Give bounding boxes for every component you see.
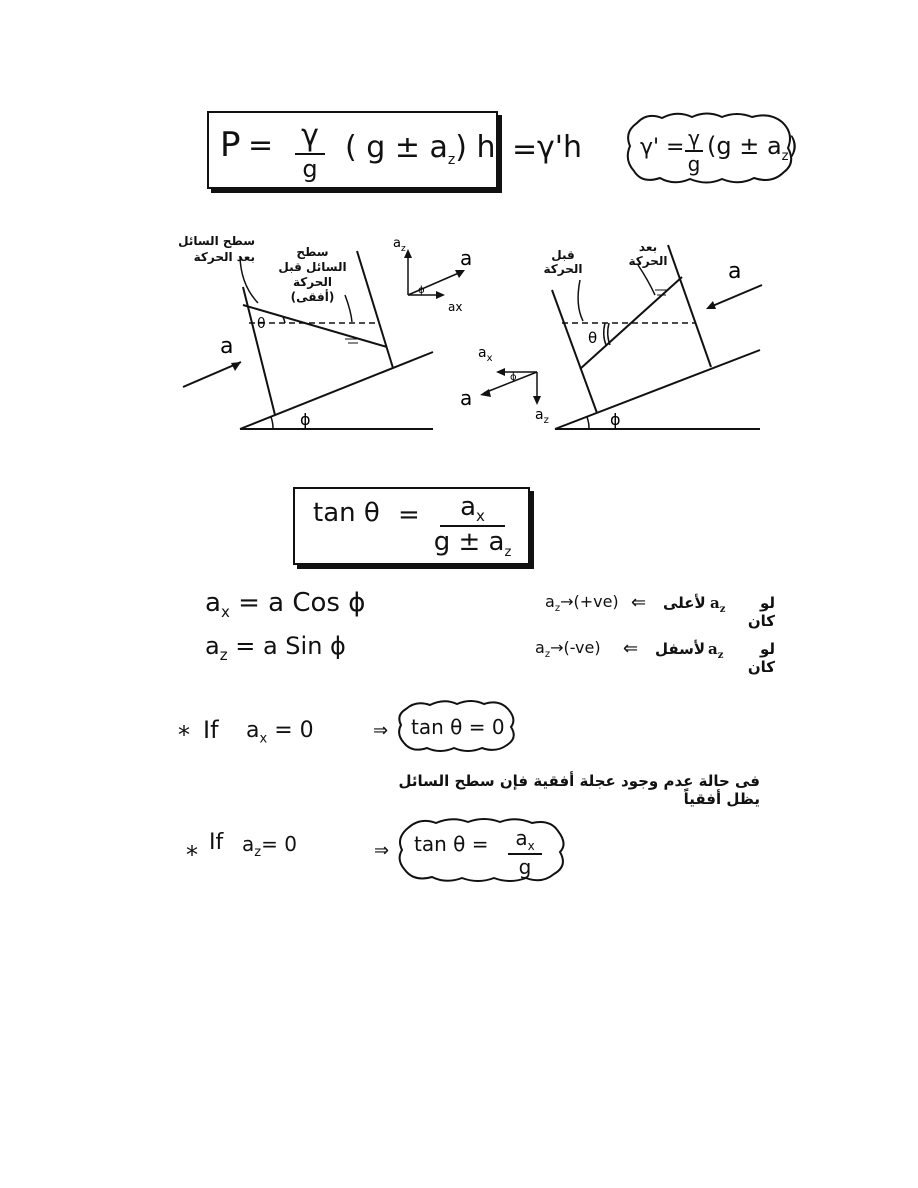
note-up-expr: $a_z\to(+ve)$ [545, 592, 619, 615]
eq-equals-2: = [512, 132, 538, 167]
az-equation: $a_z = a$ Sin ϕ [205, 632, 346, 664]
note-up-word: لأعلى [663, 594, 706, 612]
cloud1-rhs-text: (g ± a [707, 132, 782, 160]
label-after: بعد الحركة [628, 240, 668, 268]
case2-if: If [209, 830, 224, 855]
case2-arrow: ⇒ [374, 840, 390, 861]
tan-eq: = [398, 500, 420, 530]
note-down-expr: $a_z\to(-ve)$ [535, 638, 601, 661]
phi-label-left: ϕ [300, 410, 311, 429]
incline-line-right [555, 350, 760, 429]
theta-label-left: θ [257, 316, 266, 332]
case1-if: If [203, 716, 219, 744]
case1-star: * [178, 721, 190, 749]
case2-cond: $a_z= 0$ [242, 832, 297, 860]
paren-content: ( g ± a [345, 130, 448, 165]
note-up-var: $a_z$ [710, 594, 726, 615]
g-symbol: g [302, 155, 318, 183]
tan-num: $a_x$ [460, 492, 485, 526]
tan-fraction [433, 492, 512, 561]
a-vector-label: a [460, 246, 473, 270]
cloud1-rhs [707, 132, 798, 164]
cloud1-lhs: γ' = [640, 135, 685, 160]
ax-label-right: $a_x$ [478, 345, 493, 364]
note-down-arrow: ⇐ [623, 638, 639, 659]
case2-den: g [518, 855, 532, 879]
phi-small-right: ϕ [510, 372, 517, 383]
note-down [535, 638, 775, 676]
a-label-right: a [728, 259, 742, 284]
note-down-var: $a_z$ [708, 640, 724, 661]
phi-small-left: ϕ [418, 285, 425, 296]
theta-label-right: θ [588, 329, 598, 347]
note-up-arrow: ⇐ [631, 592, 647, 613]
label-before: قبل الحركة [543, 248, 583, 276]
cloud1-fraction [685, 126, 703, 176]
note-down-text: لو كان [747, 640, 775, 676]
phi-label-right: ϕ [610, 410, 621, 429]
cloud1-gamma: γ [688, 126, 700, 150]
case1-arrow: ⇒ [373, 720, 389, 741]
accel-arrow [183, 362, 241, 387]
ax-label: ax [448, 300, 463, 314]
eq-p: P [220, 125, 241, 165]
phi-arc [271, 417, 273, 429]
a-label-left: a [220, 334, 234, 359]
case1-cond: $a_x = 0$ [246, 718, 314, 747]
tank-right-wall [357, 251, 393, 368]
gamma-over-g [295, 118, 325, 183]
a-vector-label-right: a [460, 386, 473, 410]
gamma-prime-h: γ'h [537, 130, 583, 165]
tan-den: $g \pm a_z$ [433, 527, 512, 561]
label-surface-after: سطح السائل بعد الحركة [178, 234, 255, 264]
az-label: $a_z$ [393, 236, 406, 254]
paren-expression [345, 130, 496, 168]
tank-left-wall-right [552, 290, 597, 413]
case2-lhs: tan θ = [414, 832, 489, 856]
label-surface-before: سطح السائل قبل الحركة (أفقى) [278, 245, 347, 304]
gamma-symbol: γ [301, 118, 319, 153]
a-vector [408, 272, 461, 295]
note-down-word: لأسفل [655, 640, 706, 658]
note-up [545, 592, 775, 630]
eq-equals: = [248, 128, 274, 163]
cloud1-close: ) [788, 132, 798, 160]
cloud1-g: g [687, 152, 701, 176]
case1-result: tan θ = 0 [411, 715, 505, 739]
case1-arabic: فى حالة عدم وجود عجلة أفقية فإن سطح السائل يظل أفقياً [398, 772, 760, 808]
case2-fraction [508, 826, 542, 879]
z-subscript: z [447, 152, 456, 168]
case2-star: * [186, 841, 198, 869]
case2-num: $a_x$ [515, 826, 535, 853]
az-label-right: $a_z$ [535, 407, 549, 426]
ax-equation: $a_x = a$ Cos ϕ [205, 588, 366, 622]
cloud1-sub: z [781, 148, 789, 164]
close-h: ) h [455, 130, 496, 165]
tan-lhs: tan θ [313, 498, 380, 528]
note-up-text: لو كان [747, 594, 775, 630]
